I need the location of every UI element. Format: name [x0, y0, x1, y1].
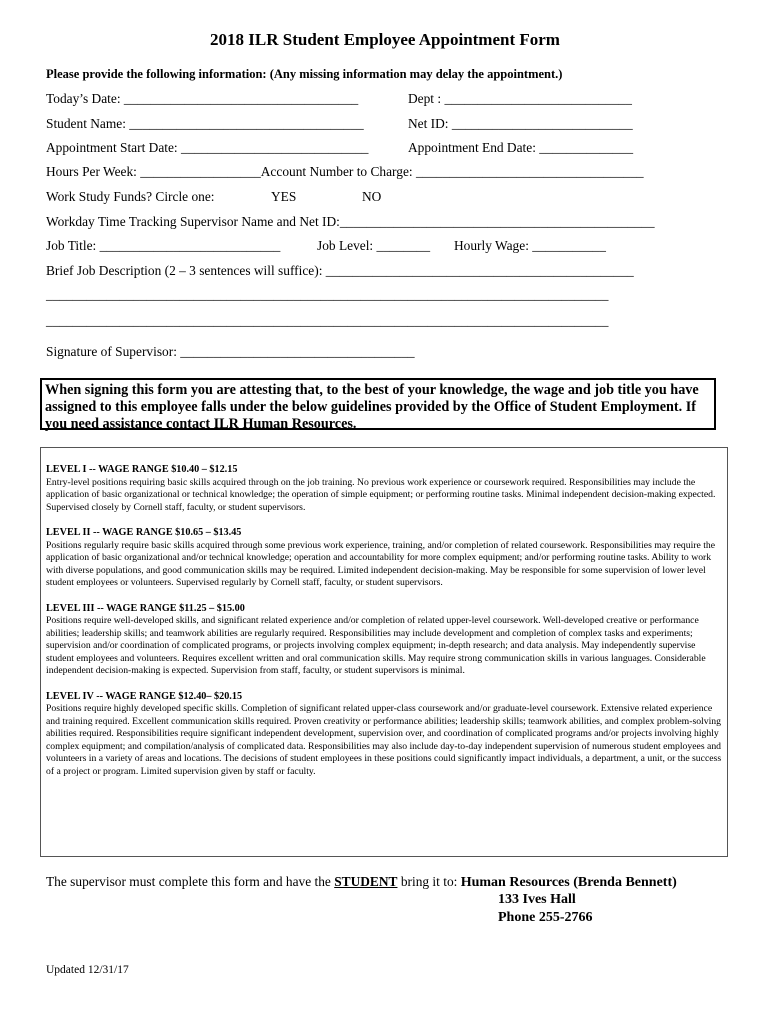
job-title-field[interactable]: Job Title: ___________________________ — [46, 238, 281, 253]
level-description: Entry-level positions requiring basic skills acquired through on the job training. No previous work experience or coursework required. Responsibilities may include the application of basic organizational or technical knowledge; the operation of simple equipment; or performing routine tasks. Minimal independent decision-making expected. Supervised closely by Cornell staff, faculty, or student supervisors. — [46, 476, 716, 513]
submission-suffix: bring it to: — [397, 874, 461, 889]
dept-field[interactable]: Dept : ____________________________ — [408, 91, 632, 106]
wage-levels-box — [40, 447, 728, 857]
hr-address: 133 Ives Hall — [498, 892, 576, 907]
level-heading: LEVEL III -- WAGE RANGE $11.25 – $15.00 — [46, 602, 245, 614]
supervisor-name-field[interactable]: Workday Time Tracking Supervisor Name and Net ID:_______________________________________________ — [46, 214, 655, 229]
student-name-field[interactable]: Student Name: ___________________________________ — [46, 116, 364, 131]
level-description: Positions require well-developed skills, and significant related experience and/or completion of related upper-level coursework. Well-developed creative or performance abilities; leadership skills; and teamwork abilities are regularly required. Responsibilities may include development and completion of complex tasks and experiments; supervision and/or coordination of complicated programs, or projects involving complex equipment; in-depth research; and data analysis. May independently supervise student employees and volunteers. Requires excellent written and oral communication skills. May require strong communication skills in various languages. Considerable independent decision-making is expected. Supervision from staff, faculty, or student supervisors is minimal. — [46, 615, 706, 676]
page-title: 2018 ILR Student Employee Appointment Form — [210, 30, 560, 49]
level-heading: LEVEL I -- WAGE RANGE $10.40 – $12.15 — [46, 464, 238, 475]
instructions: Please provide the following information: (Any missing information may delay the appointment.) — [46, 67, 563, 81]
job-description-line[interactable]: ____________________________________________________________________________________ — [46, 313, 609, 328]
work-study-label: Work Study Funds? Circle one: — [46, 189, 215, 204]
net-id-field[interactable]: Net ID: ___________________________ — [408, 116, 633, 131]
hr-contact-name: Human Resources (Brenda Bennett) — [460, 875, 677, 890]
attestation-box: When signing this form you are attesting that, to the best of your knowledge, the wage and job title you have assigned to this employee falls under the below guidelines provided by the Office of Student Employment. If you need assistance contact ILR Human Resources. — [40, 378, 716, 430]
job-description-line[interactable]: ____________________________________________________________________________________ — [46, 287, 609, 302]
student-emphasis: STUDENT — [334, 874, 398, 889]
job-description-field[interactable]: Brief Job Description (2 – 3 sentences will suffice): ______________________________________________ — [46, 263, 634, 278]
submission-prefix: The supervisor must complete this form and have the — [46, 874, 335, 889]
updated-date: Updated 12/31/17 — [46, 964, 129, 976]
level-heading: LEVEL II -- WAGE RANGE $10.65 – $13.45 — [46, 527, 242, 538]
hourly-wage-field[interactable]: Hourly Wage: ___________ — [454, 238, 606, 253]
start-date-field[interactable]: Appointment Start Date: ____________________________ — [46, 140, 369, 155]
level-description: Positions regularly require basic skills acquired through some previous work experience, training, and/or completion of related coursework. Responsibilities may require the application of basic organizational and/or technical knowledge; operation and accountability for more complex equipment; and/or performing routine tasks. Ability to work with diverse populations, and good communication skills may be required. Limited independent decision-making. May be responsible for some supervision of lower level student employees or volunteers. Supervised regularly by Cornell staff, faculty, or student supervisors. — [46, 539, 716, 588]
level-3 — [46, 603, 722, 678]
level-description: Positions require highly developed specific skills. Completion of significant related upper-class coursework and/or graduate-level coursework. Extensive related experience and training required. Excellent communication skills required. Proven creativity or performance abilities; leadership skills; teamwork abilities, and complex problem-solving abilities required. Responsibilities require significant independent development, supervision over, and coordination of complicated programs and/or projects involving highly complex equipment; and compilation/analysis of complicated data. Responsibilities may also include day-to-day independent supervision of numerous student employees and volunteers in a variety of areas and locations. The decisions of student employees in these positions could significantly impact individuals, a department, a unit, or the success of a project or program. Limited supervision given by staff or faculty. — [46, 703, 722, 777]
level-heading: LEVEL IV -- WAGE RANGE $12.40– $20.15 — [46, 690, 243, 702]
hours-account-field[interactable]: Hours Per Week: __________________Account Number to Charge: __________________________________ — [46, 164, 644, 179]
hr-phone: Phone 255-2766 — [498, 910, 593, 925]
end-date-field[interactable]: Appointment End Date: ______________ — [408, 140, 634, 155]
level-1 — [46, 464, 722, 514]
level-4 — [46, 691, 722, 779]
submission-instructions — [46, 874, 677, 891]
work-study-no-option[interactable]: NO — [362, 189, 382, 204]
level-2 — [46, 527, 722, 590]
work-study-yes-option[interactable]: YES — [271, 189, 297, 204]
supervisor-signature-field[interactable]: Signature of Supervisor: ___________________________________ — [46, 344, 415, 359]
todays-date-field[interactable]: Today’s Date: ___________________________________ — [46, 91, 359, 106]
job-level-field[interactable]: Job Level: ________ — [317, 238, 431, 253]
